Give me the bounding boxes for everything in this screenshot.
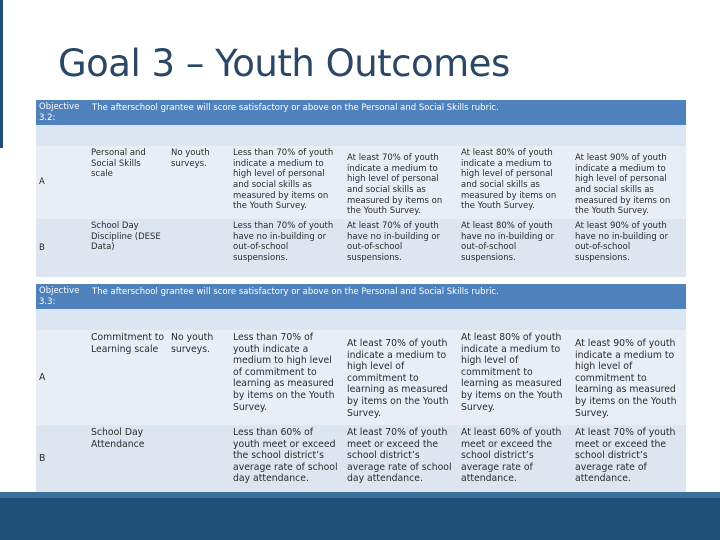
level-4-cell: At least 90% of youth have no in-building or out-of-school suspensions. bbox=[575, 221, 669, 263]
table-row bbox=[36, 219, 686, 278]
measure-cell: School Day Discipline (DESE Data) bbox=[91, 221, 161, 253]
measure-cell: Personal and Social Skills scale bbox=[91, 148, 146, 180]
baseline-cell: No youth surveys. bbox=[171, 332, 214, 355]
level-2-cell: At least 70% of youth have no in-building or out-of-school suspensions. bbox=[347, 221, 441, 263]
level-2-cell: At least 70% of youth indicate a medium to high level of commitment to learning as measured by items on the Youth Survey. bbox=[347, 338, 449, 419]
measure-cell: Commitment to Learning scale bbox=[91, 332, 165, 355]
row-letter: A bbox=[39, 177, 45, 188]
table-row bbox=[36, 146, 686, 220]
level-1-cell: Less than 70% of youth have no in-building or out-of-school suspensions. bbox=[233, 221, 334, 263]
level-4-cell: At least 70% of youth meet or exceed the school district’s average rate of attendance. bbox=[575, 427, 676, 485]
baseline-cell: No youth surveys. bbox=[171, 148, 210, 169]
level-4-cell: At least 90% of youth indicate a medium to high level of commitment to learning as measured by items on the Youth Survey. bbox=[575, 338, 677, 419]
level-1-cell: Less than 60% of youth meet or exceed the school district’s average rate of school day attendance. bbox=[233, 427, 338, 485]
spacer-row bbox=[36, 125, 686, 146]
row-letter: B bbox=[39, 452, 46, 464]
baseline-cell bbox=[168, 425, 230, 492]
spacer-row bbox=[36, 309, 686, 330]
level-1-cell: Less than 70% of youth indicate a medium to high level of commitment to learning as measured by items on the Youth Survey. bbox=[233, 332, 335, 413]
baseline-cell bbox=[168, 219, 230, 277]
table-row bbox=[36, 330, 686, 426]
row-letter: A bbox=[39, 371, 46, 383]
level-2-cell: At least 70% of youth meet or exceed the school district’s average rate of school day attendance. bbox=[347, 427, 452, 485]
level-3-cell: At least 80% of youth have no in-building or out-of-school suspensions. bbox=[461, 221, 555, 263]
table-row bbox=[36, 425, 686, 493]
objective-row bbox=[36, 284, 686, 309]
level-2-cell: At least 70% of youth indicate a medium to high level of personal and social skills as measured by items on the Youth Survey. bbox=[347, 153, 443, 217]
objective-label: Objective 3.2: bbox=[39, 102, 80, 123]
measure-cell: School Day Attendance bbox=[91, 427, 145, 450]
page-title: Goal 3 – Youth Outcomes bbox=[58, 42, 510, 85]
objective-text: The afterschool grantee will score satisfactory or above on the Personal and Social Skills rubric. bbox=[92, 287, 499, 297]
level-3-cell: At least 80% of youth indicate a medium to high level of commitment to learning as measured by items on the Youth Survey. bbox=[461, 332, 563, 413]
footer-band bbox=[0, 498, 720, 540]
level-3-cell: At least 60% of youth meet or exceed the school district’s average rate of attendance. bbox=[461, 427, 562, 485]
level-4-cell: At least 90% of youth indicate a medium to high level of personal and social skills as measured by items on the Youth Survey. bbox=[575, 153, 671, 217]
objective-text: The afterschool grantee will score satisfactory or above on the Personal and Social Skills rubric. bbox=[92, 103, 499, 113]
objective-row bbox=[36, 100, 686, 125]
objective-label: Objective 3.3: bbox=[39, 286, 80, 307]
row-letter: B bbox=[39, 242, 45, 253]
level-1-cell: Less than 70% of youth indicate a medium to high level of personal and social skills as measured by items on the Youth Survey. bbox=[233, 148, 334, 212]
accent-bar bbox=[0, 0, 3, 148]
level-3-cell: At least 80% of youth indicate a medium to high level of personal and social skills as measured by items on the Youth Survey. bbox=[461, 148, 557, 212]
